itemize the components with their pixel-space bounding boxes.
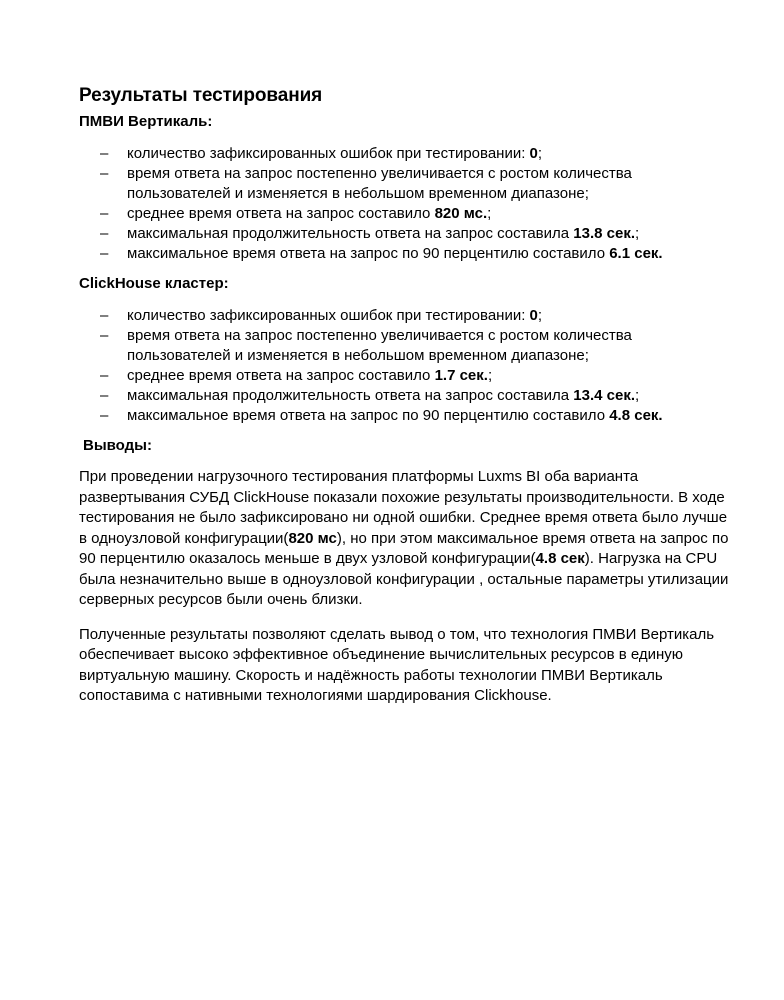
dash-bullet: – [100, 245, 109, 262]
page-title: Результаты тестирования [79, 85, 323, 106]
list-item: – максимальное время ответа на запрос по 90 перцентилю составило 6.1 сек. [100, 245, 663, 262]
document-page [79, 84, 729, 707]
list-item: – количество зафиксированных ошибок при тестировании: 0; [100, 307, 543, 324]
pmvi-results-list [79, 144, 729, 264]
dash-bullet: – [100, 367, 109, 384]
section-heading-clickhouse: ClickHouse кластер: [79, 275, 229, 292]
list-item: – время ответа на запрос постепенно увеличивается с ростом количества пользователей и изменяется в небольшом временном диапазоне; [100, 327, 632, 364]
list-item: – количество зафиксированных ошибок при тестировании: 0; [100, 145, 543, 162]
dash-bullet: – [100, 165, 109, 182]
conclusion-paragraph-2: Полученные результаты позволяют сделать вывод о том, что технология ПМВИ Вертикаль обеспечивает высоко эффективное объединение вычислительных ресурсов в единую виртуальную машину. Скорость и надёжность работы технологии ПМВИ Вертикаль сопоставима с нативными технологиями шардирования Clickhouse. [79, 625, 715, 704]
dash-bullet: – [100, 205, 109, 222]
section-heading-pmvi: ПМВИ Вертикаль: [79, 113, 213, 130]
dash-bullet: – [100, 387, 109, 404]
dash-bullet: – [100, 307, 109, 324]
clickhouse-results-list [79, 306, 729, 426]
conclusion-paragraph-1: При проведении нагрузочного тестирования платформы Luxms BI оба варианта развертывания СУБД ClickHouse показали похожие результаты производительности. В ходе тестирования не было зафиксировано ни одной ошибки. Среднее время ответа было лучше в одноузловой конфигурации(820 мс), но при этом максимальное время ответа на запрос по 90 перцентилю оказалось меньше в двух узловой конфигурации(4.8 сек). Нагрузка на CPU была незначительно выше в одноузловой конфигурации , остальные параметры утилизации серверных ресурсов были очень близки. [79, 468, 729, 608]
list-item: – максимальная продолжительность ответа на запрос составила 13.8 сек.; [100, 225, 640, 242]
list-item: – максимальная продолжительность ответа на запрос составила 13.4 сек.; [100, 387, 640, 404]
section-heading-conclusions: Выводы: [83, 437, 152, 454]
list-item: – среднее время ответа на запрос составило 820 мс.; [100, 205, 492, 222]
dash-bullet: – [100, 407, 109, 424]
list-item: – время ответа на запрос постепенно увеличивается с ростом количества пользователей и изменяется в небольшом временном диапазоне; [100, 165, 632, 202]
list-item: – среднее время ответа на запрос составило 1.7 сек.; [100, 367, 493, 384]
dash-bullet: – [100, 145, 109, 162]
dash-bullet: – [100, 327, 109, 344]
dash-bullet: – [100, 225, 109, 242]
list-item: – максимальное время ответа на запрос по 90 перцентилю составило 4.8 сек. [100, 407, 663, 424]
